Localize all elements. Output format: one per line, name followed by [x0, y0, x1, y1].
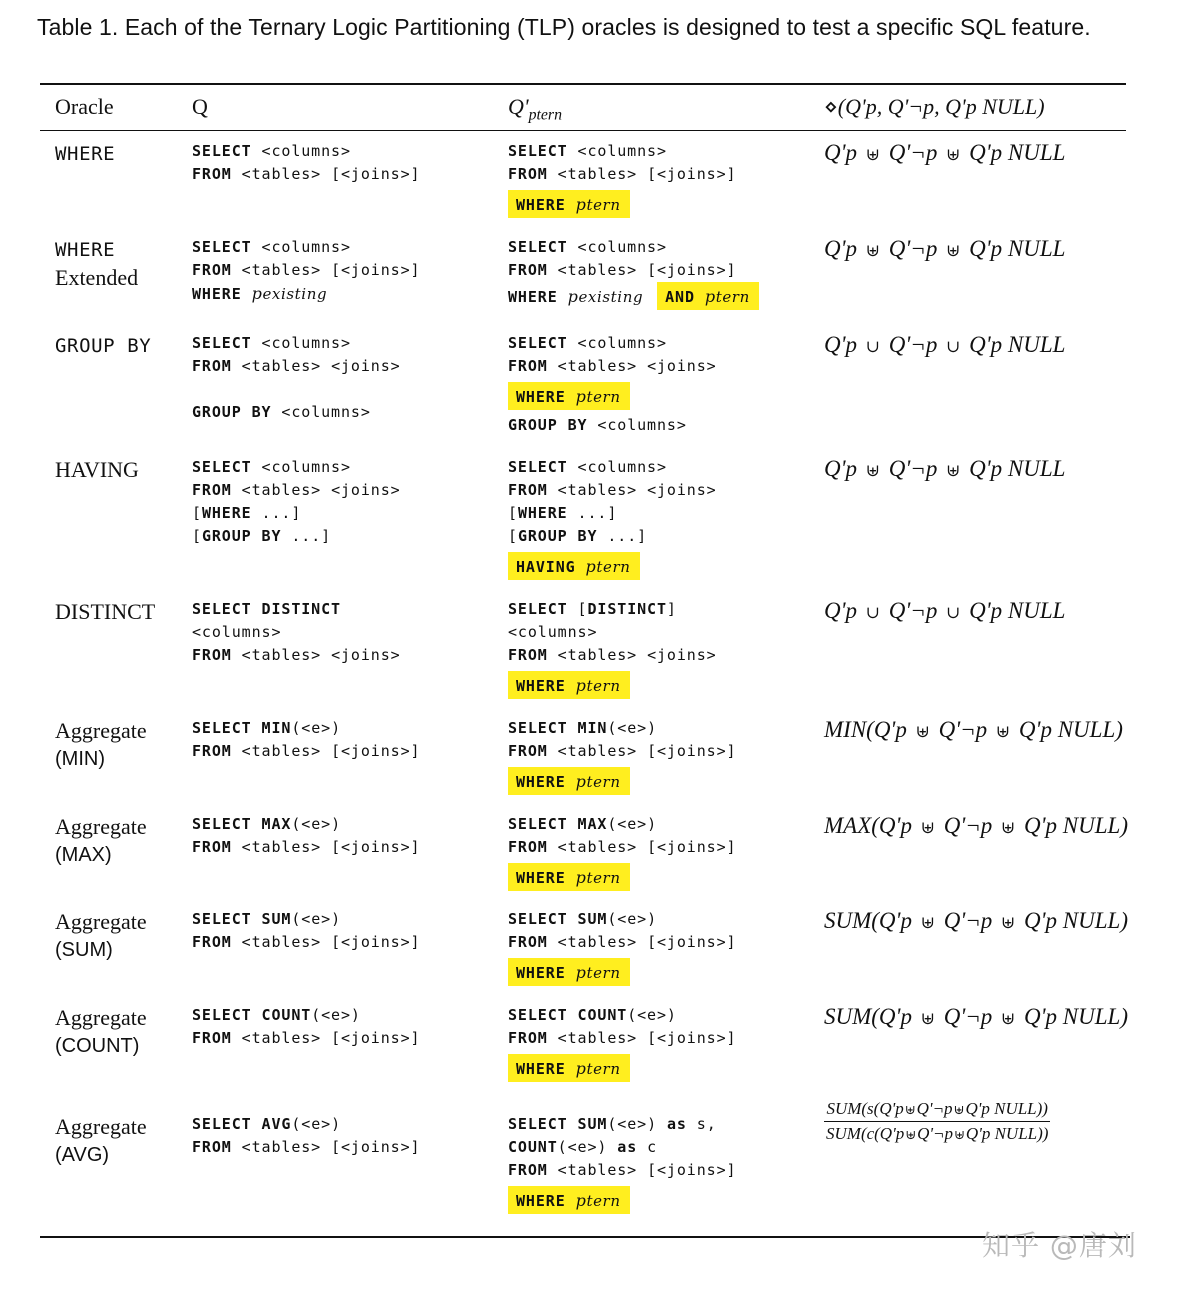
oracle-name: GROUP BY [55, 335, 152, 357]
composition-formula: SUM(Q'p ⊎ Q'¬p ⊎ Q'p NULL) [824, 908, 1129, 933]
q-prime-sql-line: [GROUP BY ...] [508, 527, 648, 545]
q-cell [192, 236, 420, 305]
q-prime-sql-line: <columns> [508, 623, 598, 641]
top-rule [40, 83, 1126, 85]
q-prime-cell [508, 1113, 736, 1214]
oracle-name: Aggregate [55, 1114, 147, 1139]
q-sql-line: FROM <tables> [<joins>] [192, 933, 421, 951]
composition-formula: MAX(Q'p ⊎ Q'¬p ⊎ Q'p NULL) [824, 813, 1128, 838]
header-q-prime [508, 94, 562, 124]
oracle-cell [55, 813, 147, 869]
q-sql-line: SELECT DISTINCT [192, 600, 341, 618]
q-sql-line: SELECT SUM(<e>) [192, 910, 341, 928]
q-prime-sql-line: SELECT <columns> [508, 458, 667, 476]
oracle-cell [55, 717, 147, 773]
fraction-denominator: SUM(c(Q'p⊎Q'¬p⊎Q'p NULL)) [826, 1124, 1049, 1143]
oracle-name: (MIN) [55, 748, 105, 770]
q-sql-line: SELECT <columns> [192, 458, 351, 476]
ptern-highlight: WHERE ptern [508, 863, 630, 891]
composition-cell [824, 1099, 1050, 1144]
q-cell [192, 813, 420, 859]
q-prime-sql-line: [WHERE ...] [508, 504, 618, 522]
composition-cell [824, 717, 1123, 743]
bottom-rule [40, 1236, 1130, 1238]
composition-formula: Q'p ⊎ Q'¬p ⊎ Q'p NULL [824, 140, 1066, 165]
oracle-cell [55, 1113, 147, 1169]
q-sql-line: FROM <tables> <joins> [192, 481, 401, 499]
composition-formula: Q'p ∪ Q'¬p ∪ Q'p NULL [824, 332, 1066, 357]
oracle-cell [55, 1004, 147, 1060]
q-sql-line: WHERE pexisting [192, 284, 328, 303]
q-prime-cell [508, 456, 717, 580]
q-prime-sql-line: SELECT <columns> [508, 334, 667, 352]
header-composition [824, 94, 1045, 120]
header-q-prime-main: Q' [508, 94, 529, 119]
q-cell [192, 598, 401, 667]
ptern-highlight: WHERE ptern [508, 958, 630, 986]
composition-formula: MIN(Q'p ⊎ Q'¬p ⊎ Q'p NULL) [824, 717, 1123, 742]
q-prime-sql-line: SELECT SUM(<e>) as s, [508, 1115, 717, 1133]
q-cell [192, 332, 401, 424]
ptern-highlight: HAVING ptern [508, 552, 640, 580]
oracle-cell [55, 598, 155, 626]
q-sql-line: SELECT MAX(<e>) [192, 815, 341, 833]
q-prime-sql-line: FROM <tables> <joins> [508, 357, 717, 375]
q-sql-line: FROM <tables> [<joins>] [192, 261, 421, 279]
q-prime-sql-line: SELECT MAX(<e>) [508, 815, 657, 833]
q-prime-sql-line: FROM <tables> [<joins>] [508, 1029, 737, 1047]
q-prime-sql-line: FROM <tables> [<joins>] [508, 165, 737, 183]
q-sql-line: FROM <tables> <joins> [192, 646, 401, 664]
oracle-name: (MAX) [55, 844, 112, 866]
composition-cell [824, 140, 1065, 166]
q-prime-sql-line: GROUP BY <columns> [508, 416, 687, 434]
q-sql-line: <columns> [192, 623, 282, 641]
q-prime-sql-line: FROM <tables> <joins> [508, 481, 717, 499]
ptern-highlight: WHERE ptern [508, 382, 630, 410]
q-prime-cell [508, 908, 736, 986]
q-sql-line: SELECT <columns> [192, 238, 351, 256]
q-prime-cell [508, 717, 736, 795]
oracle-cell [55, 456, 139, 484]
q-sql-line: FROM <tables> [<joins>] [192, 165, 421, 183]
composition-fraction [824, 1099, 1050, 1144]
q-sql-line: FROM <tables> [<joins>] [192, 742, 421, 760]
q-cell [192, 1004, 420, 1050]
q-prime-sql-line: COUNT(<e>) as c [508, 1138, 658, 1156]
oracle-cell [55, 908, 147, 964]
oracle-name: WHERE [55, 239, 116, 261]
composition-formula: Q'p ∪ Q'¬p ∪ Q'p NULL [824, 598, 1066, 623]
composition-cell [824, 813, 1128, 839]
q-cell [192, 717, 420, 763]
oracle-name: (AVG) [55, 1144, 110, 1166]
q-prime-cell [508, 1004, 736, 1082]
oracle-name: Aggregate [55, 814, 147, 839]
oracle-cell [55, 140, 115, 168]
q-sql-line [192, 378, 401, 401]
q-prime-sql-line: FROM <tables> [<joins>] [508, 933, 737, 951]
oracle-name: DISTINCT [55, 599, 156, 624]
q-prime-sql-line: FROM <tables> <joins> [508, 646, 717, 664]
header-rule [40, 130, 1126, 131]
ptern-highlight: AND ptern [657, 282, 759, 310]
composition-formula: Q'p ⊎ Q'¬p ⊎ Q'p NULL [824, 236, 1066, 261]
q-prime-sql-line: FROM <tables> [<joins>] [508, 742, 737, 760]
q-sql-line: FROM <tables> [<joins>] [192, 838, 421, 856]
ptern-highlight: WHERE ptern [508, 671, 630, 699]
oracle-name: (SUM) [55, 939, 113, 961]
q-prime-sql-line: SELECT COUNT(<e>) [508, 1006, 677, 1024]
q-prime-sql-line: FROM <tables> [<joins>] [508, 838, 737, 856]
ptern-highlight: WHERE ptern [508, 1054, 630, 1082]
q-sql-line: FROM <tables> <joins> [192, 357, 401, 375]
q-cell [192, 1113, 420, 1159]
composition-cell [824, 332, 1065, 358]
composition-cell [824, 1004, 1128, 1030]
composition-cell [824, 908, 1128, 934]
q-prime-sql-line: FROM <tables> [<joins>] [508, 261, 737, 279]
q-prime-cell [508, 236, 759, 312]
watermark: 知乎 @唐刘 [982, 1229, 1137, 1262]
q-prime-cell [508, 140, 736, 218]
oracle-name: Extended [55, 265, 139, 290]
oracle-cell [55, 332, 151, 360]
oracle-name: HAVING [55, 457, 139, 482]
oracle-name: (COUNT) [55, 1035, 140, 1057]
q-sql-line: FROM <tables> [<joins>] [192, 1029, 421, 1047]
ptern-highlight: WHERE ptern [508, 190, 630, 218]
table-caption: Table 1. Each of the Ternary Logic Partitioning (TLP) oracles is designed to test a specific SQL feature. [37, 14, 1091, 40]
oracle-name: Aggregate [55, 718, 147, 743]
header-q: Q [192, 94, 208, 119]
q-sql-line: SELECT <columns> [192, 334, 351, 352]
q-prime-sql-line: SELECT SUM(<e>) [508, 910, 657, 928]
fraction-numerator: SUM(s(Q'p⊎Q'¬p⊎Q'p NULL)) [824, 1099, 1050, 1122]
q-prime-sql-line: WHERE pexisting AND ptern [508, 282, 759, 312]
q-prime-cell [508, 332, 717, 437]
oracle-name: WHERE [55, 143, 116, 165]
oracle-name: Aggregate [55, 1005, 147, 1030]
q-prime-sql-line: SELECT MIN(<e>) [508, 719, 657, 737]
q-prime-sql-line: FROM <tables> [<joins>] [508, 1161, 737, 1179]
q-cell [192, 140, 420, 186]
q-prime-cell [508, 813, 736, 891]
composition-cell [824, 236, 1065, 262]
composition-cell [824, 598, 1065, 624]
q-sql-line: [GROUP BY ...] [192, 527, 332, 545]
oracle-cell [55, 236, 138, 292]
q-sql-line: [WHERE ...] [192, 504, 302, 522]
q-sql-line: SELECT COUNT(<e>) [192, 1006, 361, 1024]
q-cell [192, 456, 401, 548]
ptern-highlight: WHERE ptern [508, 767, 630, 795]
q-prime-sql-line: SELECT <columns> [508, 142, 667, 160]
ptern-highlight: WHERE ptern [508, 1186, 630, 1214]
q-sql-line: SELECT MIN(<e>) [192, 719, 341, 737]
composition-formula: SUM(Q'p ⊎ Q'¬p ⊎ Q'p NULL) [824, 1004, 1129, 1029]
header-composition-text: ⋄(Q'p, Q'¬p, Q'p NULL) [824, 94, 1045, 119]
composition-cell [824, 456, 1065, 482]
composition-formula: Q'p ⊎ Q'¬p ⊎ Q'p NULL [824, 456, 1066, 481]
oracle-name: Aggregate [55, 909, 147, 934]
header-q-prime-sub: ptern [528, 106, 563, 124]
q-prime-sql-line: SELECT <columns> [508, 238, 667, 256]
q-sql-line: GROUP BY <columns> [192, 403, 371, 421]
q-sql-line: FROM <tables> [<joins>] [192, 1138, 421, 1156]
header-oracle: Oracle [55, 94, 114, 119]
q-sql-line: SELECT AVG(<e>) [192, 1115, 341, 1133]
q-prime-sql-line: SELECT [DISTINCT] [508, 600, 677, 618]
q-sql-line: SELECT <columns> [192, 142, 351, 160]
q-prime-cell [508, 598, 717, 699]
q-cell [192, 908, 420, 954]
